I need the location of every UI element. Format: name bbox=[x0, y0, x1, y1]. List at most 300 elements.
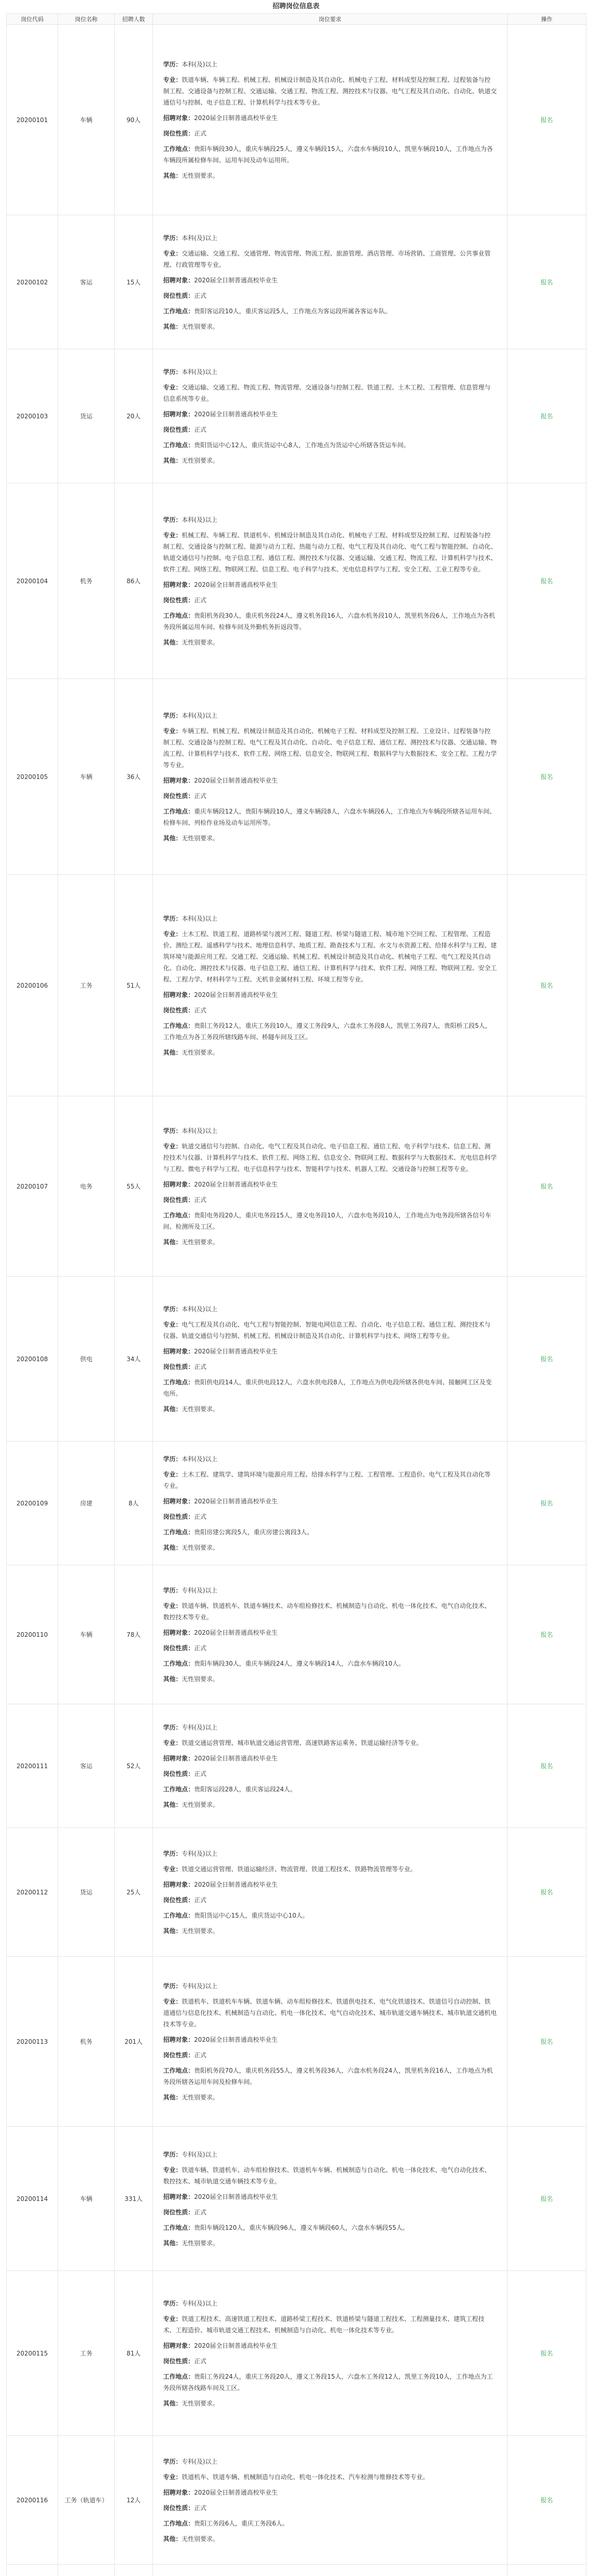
requirement-label: 岗位性质： bbox=[163, 2357, 195, 2365]
position-code: 20200108 bbox=[7, 1277, 58, 1442]
header-requirements: 岗位要求 bbox=[153, 14, 508, 25]
requirement-item bbox=[163, 2065, 497, 2088]
requirement-item bbox=[163, 725, 497, 771]
requirement-value: 贵阳电务段20人，重庆电务段15人，遵义电务段10人，六盘水电务段10人，工作地点为电务段所辖各信号车间、检测所及工区。 bbox=[163, 1211, 492, 1230]
requirement-item bbox=[163, 2164, 497, 2187]
requirement-item bbox=[163, 2298, 497, 2309]
requirement-item bbox=[163, 1848, 497, 1859]
table-header-row bbox=[7, 14, 586, 25]
headcount: 34人 bbox=[115, 1277, 153, 1442]
requirement-value: 2020届全日制普通高校毕业生 bbox=[194, 1754, 278, 1762]
requirement-item bbox=[163, 128, 497, 139]
apply-link[interactable]: 报名 bbox=[540, 116, 553, 124]
requirement-label: 招聘对象： bbox=[163, 991, 195, 998]
requirement-item bbox=[163, 1879, 497, 1890]
headcount: 25人 bbox=[115, 1828, 153, 1957]
requirement-value: 正式 bbox=[194, 1770, 207, 1777]
position-name: 车辆 bbox=[58, 25, 115, 215]
position-code: 20200107 bbox=[7, 1096, 58, 1277]
requirement-item bbox=[163, 610, 497, 633]
requirement-label: 岗位性质： bbox=[163, 1896, 195, 1904]
headcount: 20人 bbox=[115, 349, 153, 483]
requirement-value: 正式 bbox=[194, 2051, 207, 2059]
requirement-label: 学历： bbox=[163, 516, 182, 523]
position-code bbox=[7, 2565, 58, 2576]
requirement-value: 正式 bbox=[194, 292, 207, 299]
requirement-item bbox=[163, 248, 497, 270]
position-code: 20200104 bbox=[7, 483, 58, 679]
requirements-cell bbox=[153, 1957, 508, 2127]
requirement-label: 招聘对象： bbox=[163, 1180, 195, 1188]
requirement-item bbox=[163, 306, 497, 317]
requirement-value: 无性别要求。 bbox=[182, 638, 219, 646]
requirement-label: 专业： bbox=[163, 383, 182, 391]
requirement-item bbox=[163, 1047, 497, 1058]
requirement-item bbox=[163, 1585, 497, 1596]
requirement-value: 贵阳机务段70人，重庆机务段55人，遵义机务段36人，六盘水机务段24人，凯里机务段16人，工作地点为机务段所辖各运用车间及检修车间。 bbox=[163, 2066, 493, 2086]
requirement-value: 2020届全日制普通高校毕业生 bbox=[194, 1880, 278, 1888]
apply-link[interactable]: 报名 bbox=[540, 2195, 553, 2202]
page-title: 招聘岗位信息表 bbox=[272, 3, 320, 10]
headcount: 36人 bbox=[115, 679, 153, 875]
requirement-label: 其他： bbox=[163, 1544, 182, 1551]
requirement-label: 学历： bbox=[163, 2299, 182, 2307]
requirement-label: 工作地点： bbox=[163, 2519, 195, 2527]
apply-link[interactable]: 报名 bbox=[540, 773, 553, 781]
requirement-value: 贵阳车辆段30人，重庆车辆段24人，遵义车辆段14人，六盘水车辆段10人。 bbox=[194, 1659, 405, 1667]
position-name: 工务 bbox=[58, 875, 115, 1096]
requirement-item bbox=[163, 1319, 497, 1342]
requirement-value: 贵阳机务段30人，重庆机务段24人，遵义机务段16人，六盘水机务段10人，凯里机务段6人，工作地点为各机务段所属运用车间、检修车间及外勤机务折返段等。 bbox=[163, 612, 495, 631]
requirement-label: 岗位性质： bbox=[163, 129, 195, 137]
apply-link[interactable]: 报名 bbox=[540, 1889, 553, 1896]
requirement-item bbox=[163, 833, 497, 844]
requirement-value: 专科(及)以上 bbox=[182, 1850, 218, 1857]
headcount: 90人 bbox=[115, 25, 153, 215]
requirement-value: 专科(及)以上 bbox=[182, 2150, 218, 2158]
position-code: 20200114 bbox=[7, 2127, 58, 2271]
requirement-item bbox=[163, 2313, 497, 2336]
action-cell bbox=[508, 349, 586, 483]
position-name: 电务 bbox=[58, 1096, 115, 1277]
requirement-label: 学历： bbox=[163, 2458, 182, 2465]
requirement-label: 专业： bbox=[163, 531, 182, 539]
headcount: 52人 bbox=[115, 1704, 153, 1828]
requirement-item bbox=[163, 790, 497, 802]
action-cell bbox=[508, 2436, 586, 2565]
apply-link[interactable]: 报名 bbox=[540, 578, 553, 585]
table-row bbox=[7, 1957, 586, 2127]
requirement-label: 其他： bbox=[163, 456, 182, 464]
requirement-value: 2020届全日制普通高校毕业生 bbox=[194, 581, 278, 588]
table-body bbox=[7, 25, 586, 2576]
requirement-value: 2020届全日制普通高校毕业生 bbox=[194, 991, 278, 998]
requirement-value: 机械工程、车辆工程、铁道机车、机械设计制造及其自动化、机械电子工程、材料成型及控制工程、过程装备与控制工程、交通设备与控制工程、能源与动力工程、热能与动力工程、电气工程及其自动化、电气工程与智能控制、自动化、轨道交通信号与控制、电子信息工程、通信工程、测控技术与仪器、交通运输、交通工程、物流工程、计算机科学与技术、软件工程、网络工程、物联网工程、信息工程、电子科学与技术、光电信息科学与工程、安全工程、工业工程等专业。 bbox=[163, 531, 497, 573]
requirements-cell bbox=[153, 2271, 508, 2436]
requirement-label: 专业： bbox=[163, 1142, 182, 1150]
requirement-label: 其他： bbox=[163, 2535, 182, 2543]
requirement-item bbox=[163, 2092, 497, 2103]
requirement-value: 无性别要求。 bbox=[182, 1801, 219, 1808]
requirement-label: 招聘对象： bbox=[163, 2193, 195, 2200]
apply-link[interactable]: 报名 bbox=[540, 2038, 553, 2045]
requirement-label: 其他： bbox=[163, 638, 182, 646]
position-name: 房建 bbox=[58, 1442, 115, 1565]
requirement-label: 工作地点： bbox=[163, 612, 195, 619]
apply-link[interactable]: 报名 bbox=[540, 1500, 553, 1507]
requirement-label: 工作地点： bbox=[163, 307, 195, 315]
requirement-value: 铁道机车、铁道机车车辆、铁道车辆、动车组检修技术、铁道供电技术、电气化铁道技术、铁道信号自动控制、铁道通信与信息化技术、机械制造与自动化、机电一体化技术、电气自动化技术、城市轨道交通车辆技术、城市轨道交通机电技术等专业。 bbox=[163, 1997, 497, 2028]
requirement-value: 正式 bbox=[194, 596, 207, 604]
requirement-item bbox=[163, 382, 497, 404]
requirement-value: 本科(及)以上 bbox=[182, 60, 218, 68]
requirements-cell bbox=[153, 215, 508, 349]
requirement-item bbox=[163, 1980, 497, 1992]
requirements-cell bbox=[153, 679, 508, 875]
requirement-value: 重庆车辆段12人，贵阳车辆段10人，遵义车辆段8人，六盘水车辆段6人，工作地点为车辆段所辖各运用车间、检修车间、列检作业场及动车运用所等。 bbox=[163, 807, 496, 826]
apply-link[interactable]: 报名 bbox=[540, 413, 553, 420]
requirement-item bbox=[163, 232, 497, 244]
requirement-item bbox=[163, 1925, 497, 1937]
requirement-item bbox=[163, 1722, 497, 1733]
requirement-label: 学历： bbox=[163, 1723, 182, 1731]
requirement-value: 交通运输、交通工程、交通管理、物流管理、物流工程、旅游管理、酒店管理、市场营销、工商管理、公共事业管理、行政管理等专业。 bbox=[163, 249, 491, 268]
requirement-item bbox=[163, 2340, 497, 2351]
action-cell bbox=[508, 215, 586, 349]
requirement-item bbox=[163, 1361, 497, 1372]
requirement-label: 学历： bbox=[163, 914, 182, 922]
requirement-item bbox=[163, 1894, 497, 1906]
requirement-item bbox=[163, 112, 497, 124]
requirement-value: 贵阳工务段6人，重庆工务段6人。 bbox=[194, 2519, 289, 2527]
position-name: 机务 bbox=[58, 483, 115, 679]
table-row bbox=[7, 2127, 586, 2271]
requirement-value: 贵阳货运中心15人，重庆货运中心10人。 bbox=[194, 1911, 309, 1919]
requirement-value: 专科(及)以上 bbox=[182, 2299, 218, 2307]
requirement-item bbox=[163, 913, 497, 924]
requirement-value: 正式 bbox=[194, 1363, 207, 1370]
requirement-label: 岗位性质： bbox=[163, 792, 195, 800]
position-name: 客运 bbox=[58, 215, 115, 349]
requirement-item bbox=[163, 1627, 497, 1638]
requirement-item bbox=[163, 579, 497, 590]
requirement-item bbox=[163, 989, 497, 1001]
requirement-label: 学历： bbox=[163, 1850, 182, 1857]
requirement-item bbox=[163, 1179, 497, 1190]
requirement-label: 岗位性质： bbox=[163, 426, 195, 433]
requirement-item bbox=[163, 2502, 497, 2514]
apply-link[interactable]: 报名 bbox=[540, 279, 553, 286]
apply-link[interactable]: 报名 bbox=[540, 1762, 553, 1770]
requirement-value: 正式 bbox=[194, 1644, 207, 1652]
requirement-item bbox=[163, 1753, 497, 1764]
table-row bbox=[7, 349, 586, 483]
requirement-label: 其他： bbox=[163, 2093, 182, 2101]
requirement-item bbox=[163, 439, 497, 451]
requirement-value: 无性别要求。 bbox=[182, 2239, 219, 2247]
requirement-value: 电气工程及其自动化、电气工程与智能控制、智能电网信息工程、自动化、电子信息工程、通信工程、测控技术与仪器、轨道交通信号与控制、机械工程、机械设计制造及其自动化、计算机科学与技术、网络工程等专业。 bbox=[163, 1320, 491, 1340]
position-name: 供电 bbox=[58, 1277, 115, 1442]
requirement-item bbox=[163, 2398, 497, 2409]
action-cell bbox=[508, 1277, 586, 1442]
requirement-value: 铁道车辆、铁道机车、铁道车辆技术、动车组检修技术、机械制造与自动化、机电一体化技术、电气自动化技术、数控技术等专业。 bbox=[163, 1602, 491, 1621]
requirements-cell bbox=[153, 875, 508, 1096]
requirement-label: 专业： bbox=[163, 76, 182, 83]
requirement-item bbox=[163, 1737, 497, 1749]
requirement-item bbox=[163, 1125, 497, 1137]
requirement-label: 专业： bbox=[163, 1739, 182, 1747]
requirement-value: 正式 bbox=[194, 1896, 207, 1904]
header-action: 操作 bbox=[508, 14, 586, 25]
action-cell bbox=[508, 1565, 586, 1704]
requirement-item bbox=[163, 530, 497, 575]
requirements-cell bbox=[153, 1442, 508, 1565]
table-row bbox=[7, 1565, 586, 1704]
requirement-label: 工作地点： bbox=[163, 2224, 195, 2231]
requirement-label: 招聘对象： bbox=[163, 2036, 195, 2043]
requirement-label: 专业： bbox=[163, 2315, 182, 2323]
apply-link[interactable]: 报名 bbox=[540, 1631, 553, 1638]
action-cell bbox=[508, 1442, 586, 1565]
requirement-value: 正式 bbox=[194, 1006, 207, 1014]
requirements-cell bbox=[153, 349, 508, 483]
headcount: 55人 bbox=[115, 1096, 153, 1277]
requirement-label: 其他： bbox=[163, 2399, 182, 2407]
requirement-item bbox=[163, 1600, 497, 1623]
requirement-label: 专业： bbox=[163, 1470, 182, 1478]
requirement-value: 土木工程、铁道工程、道路桥梁与渡河工程、隧道工程、桥梁与隧道工程、城市地下空间工程、工程管理、工程造价、测绘工程、遥感科学与技术、地理信息科学、地质工程、勘查技术与工程、水文与水资源工程、给排水科学与工程、建筑环境与能源应用工程、交通工程、交通运输、机械工程、机械设计制造及其自动化、机械电子工程、电气工程及其自动化、自动化、测控技术与仪器、电子信息工程、通信工程、计算机科学与技术、软件工程、网络工程、物联网工程、安全工程、工程力学、材料科学与工程、无机非金属材料工程、环境工程等专业。 bbox=[163, 930, 497, 983]
requirement-item bbox=[163, 275, 497, 286]
requirement-label: 岗位性质： bbox=[163, 2504, 195, 2512]
requirement-item bbox=[163, 806, 497, 828]
requirement-item bbox=[163, 424, 497, 435]
requirement-value: 2020届全日制普通高校毕业生 bbox=[194, 410, 278, 418]
requirements-cell bbox=[153, 1828, 508, 1957]
position-name: 车辆 bbox=[58, 1565, 115, 1704]
requirement-label: 其他： bbox=[163, 1238, 182, 1246]
requirement-label: 学历： bbox=[163, 2150, 182, 2158]
requirement-item bbox=[163, 1658, 497, 1669]
requirement-label: 工作地点： bbox=[163, 807, 195, 815]
requirement-value: 本科(及)以上 bbox=[182, 1305, 218, 1313]
requirement-value: 贵阳工务段12人，重庆工务段10人，遵义工务段9人，六盘水工务段8人，凯里工务段7人，贵阳桥工段5人，工作地点为各工务段所辖线路车间、桥隧车间及工区。 bbox=[163, 1022, 492, 1041]
requirement-item bbox=[163, 74, 497, 108]
requirement-item bbox=[163, 366, 497, 378]
position-code: 20200115 bbox=[7, 2271, 58, 2436]
apply-link[interactable]: 报名 bbox=[540, 2497, 553, 2504]
table-row bbox=[7, 483, 586, 679]
table-row bbox=[7, 1442, 586, 1565]
requirement-value: 2020届全日制普通高校毕业生 bbox=[194, 1497, 278, 1505]
requirement-label: 工作地点： bbox=[163, 2066, 195, 2074]
header-headcount: 招聘人数 bbox=[115, 14, 153, 25]
requirement-label: 专业： bbox=[163, 249, 182, 257]
position-name: 货运 bbox=[58, 349, 115, 483]
requirement-item bbox=[163, 1210, 497, 1232]
requirement-item bbox=[163, 143, 497, 166]
action-cell bbox=[508, 1096, 586, 1277]
requirement-value: 无性别要求。 bbox=[182, 1405, 219, 1413]
position-name: 客运 bbox=[58, 1704, 115, 1828]
requirement-value: 无性别要求。 bbox=[182, 1927, 219, 1935]
requirement-item bbox=[163, 1303, 497, 1315]
requirement-value: 2020届全日制普通高校毕业生 bbox=[194, 1347, 278, 1355]
apply-link[interactable]: 报名 bbox=[540, 982, 553, 989]
requirement-label: 专业： bbox=[163, 2473, 182, 2481]
requirement-value: 无性别要求。 bbox=[182, 834, 219, 842]
apply-link[interactable]: 报名 bbox=[540, 2350, 553, 2357]
table-row bbox=[7, 1828, 586, 1957]
requirement-label: 岗位性质： bbox=[163, 1006, 195, 1014]
requirement-item bbox=[163, 1469, 497, 1492]
requirement-value: 无性别要求。 bbox=[182, 2399, 219, 2407]
requirement-label: 工作地点： bbox=[163, 2372, 195, 2380]
requirement-value: 专科(及)以上 bbox=[182, 1723, 218, 1731]
headcount: 201人 bbox=[115, 1957, 153, 2127]
requirement-label: 招聘对象： bbox=[163, 2488, 195, 2496]
requirement-item bbox=[163, 321, 497, 332]
requirement-item bbox=[163, 1511, 497, 1522]
requirement-label: 岗位性质： bbox=[163, 1513, 195, 1520]
requirement-value: 2020届全日制普通高校毕业生 bbox=[194, 2488, 278, 2496]
position-code: 20200116 bbox=[7, 2436, 58, 2565]
position-name: 工务 bbox=[58, 2271, 115, 2436]
requirement-label: 工作地点： bbox=[163, 1659, 195, 1667]
headcount: 81人 bbox=[115, 2271, 153, 2436]
headcount: 8人 bbox=[115, 1442, 153, 1565]
requirement-value: 专科(及)以上 bbox=[182, 1982, 218, 1990]
requirement-value: 铁道交通运营管理、铁道运输经济、物流管理、铁道工程技术、铁路物流管理等专业。 bbox=[182, 1865, 417, 1873]
requirement-item bbox=[163, 1020, 497, 1043]
requirement-value: 贵阳客运段28人，重庆客运段24人。 bbox=[194, 1785, 297, 1793]
requirement-label: 其他： bbox=[163, 1048, 182, 1056]
requirement-label: 招聘对象： bbox=[163, 1754, 195, 1762]
action-cell bbox=[508, 875, 586, 1096]
requirement-label: 岗位性质： bbox=[163, 1363, 195, 1370]
requirement-item bbox=[163, 455, 497, 466]
requirement-item bbox=[163, 1496, 497, 1507]
requirement-item bbox=[163, 2034, 497, 2045]
requirement-label: 岗位性质： bbox=[163, 292, 195, 299]
action-cell bbox=[508, 1828, 586, 1957]
requirements-cell bbox=[153, 1565, 508, 1704]
position-name: 机务 bbox=[58, 1957, 115, 2127]
requirement-label: 工作地点： bbox=[163, 145, 195, 152]
requirement-item bbox=[163, 409, 497, 420]
apply-link[interactable]: 报名 bbox=[540, 1355, 553, 1363]
requirements-cell bbox=[153, 2127, 508, 2271]
requirement-label: 学历： bbox=[163, 1305, 182, 1313]
table-row bbox=[7, 2271, 586, 2436]
requirement-label: 专业： bbox=[163, 1320, 182, 1328]
requirements-cell bbox=[153, 1704, 508, 1828]
requirement-value: 2020届全日制普通高校毕业生 bbox=[194, 776, 278, 784]
requirement-label: 招聘对象： bbox=[163, 276, 195, 284]
requirement-value: 贵阳供电段14人，重庆供电段12人，六盘水供电段8人，工作地点为供电段所辖各供电车间、接触网工区及变电所。 bbox=[163, 1378, 492, 1397]
requirement-label: 学历： bbox=[163, 1127, 182, 1134]
requirement-value: 2020届全日制普通高校毕业生 bbox=[194, 114, 278, 122]
requirement-value: 正式 bbox=[194, 129, 207, 137]
requirement-label: 学历： bbox=[163, 1982, 182, 1990]
requirement-value: 2020届全日制普通高校毕业生 bbox=[194, 1180, 278, 1188]
requirement-label: 学历： bbox=[163, 60, 182, 68]
action-cell bbox=[508, 2127, 586, 2271]
position-code: 20200111 bbox=[7, 1704, 58, 1828]
requirement-item bbox=[163, 2149, 497, 2160]
requirement-item bbox=[163, 59, 497, 70]
headcount: 12人 bbox=[115, 2436, 153, 2565]
position-code: 20200109 bbox=[7, 1442, 58, 1565]
requirement-label: 工作地点： bbox=[163, 1211, 195, 1219]
headcount: 51人 bbox=[115, 875, 153, 1096]
requirement-label: 其他： bbox=[163, 2239, 182, 2247]
requirement-value: 贵阳房建公寓段5人，重庆房建公寓段3人。 bbox=[194, 1528, 314, 1536]
requirement-value: 正式 bbox=[194, 2208, 207, 2216]
requirement-value: 无性别要求。 bbox=[182, 2093, 219, 2101]
requirement-value: 正式 bbox=[194, 1513, 207, 1520]
requirement-label: 其他： bbox=[163, 172, 182, 179]
requirement-item bbox=[163, 637, 497, 648]
requirement-value: 贵阳客运段10人，重庆客运段5人，工作地点为客运段所属各客运车队。 bbox=[194, 307, 391, 315]
headcount: 15人 bbox=[115, 215, 153, 349]
requirement-value: 本科(及)以上 bbox=[182, 234, 218, 242]
action-cell bbox=[508, 25, 586, 215]
requirement-value: 铁道工程技术、高速铁道工程技术、道路桥梁工程技术、铁道桥梁与隧道工程技术、工程测量技术、建筑工程技术、工程造价、城市轨道交通工程技术、机械制造与自动化、机电一体化技术等专业。 bbox=[163, 2315, 485, 2334]
requirement-label: 专业： bbox=[163, 1865, 182, 1873]
requirement-label: 招聘对象： bbox=[163, 2342, 195, 2349]
requirement-label: 专业： bbox=[163, 1602, 182, 1609]
position-name: 工务（轨道车） bbox=[58, 2436, 115, 2565]
requirement-item bbox=[163, 1194, 497, 1206]
requirement-value: 无性别要求。 bbox=[182, 1238, 219, 1246]
table-row bbox=[7, 875, 586, 1096]
requirement-item bbox=[163, 928, 497, 985]
requirement-label: 岗位性质： bbox=[163, 1770, 195, 1777]
requirement-item bbox=[163, 1642, 497, 1654]
positions-table bbox=[6, 13, 586, 2576]
requirement-label: 学历： bbox=[163, 368, 182, 376]
requirements-cell bbox=[153, 2436, 508, 2565]
position-code: 20200103 bbox=[7, 349, 58, 483]
apply-link[interactable]: 报名 bbox=[540, 1183, 553, 1190]
requirements-cell bbox=[153, 1096, 508, 1277]
requirement-value: 本科(及)以上 bbox=[182, 1455, 218, 1463]
requirement-label: 专业： bbox=[163, 1997, 182, 2005]
requirement-item bbox=[163, 2207, 497, 2218]
requirement-item bbox=[163, 1453, 497, 1465]
requirement-value: 无性别要求。 bbox=[182, 1675, 219, 1683]
requirements-cell bbox=[153, 2565, 508, 2576]
requirement-item bbox=[163, 2191, 497, 2202]
requirement-label: 岗位性质： bbox=[163, 1196, 195, 1204]
table-row bbox=[7, 2565, 586, 2576]
requirement-item bbox=[163, 2049, 497, 2061]
requirement-label: 工作地点： bbox=[163, 1378, 195, 1386]
requirement-item bbox=[163, 1403, 497, 1415]
requirement-label: 工作地点： bbox=[163, 1022, 195, 1029]
requirement-value: 正式 bbox=[194, 426, 207, 433]
requirement-value: 本科(及)以上 bbox=[182, 711, 218, 719]
requirement-item bbox=[163, 1527, 497, 1538]
requirement-label: 招聘对象： bbox=[163, 581, 195, 588]
requirement-item bbox=[163, 710, 497, 721]
requirement-label: 专业： bbox=[163, 727, 182, 735]
requirement-label: 招聘对象： bbox=[163, 1347, 195, 1355]
headcount: 86人 bbox=[115, 483, 153, 679]
requirement-label: 工作地点： bbox=[163, 441, 195, 449]
requirement-value: 铁道车辆、铁道机车、动车组检修技术、铁道机车车辆、机械制造与自动化、机电一体化技术、电气自动化技术、数控技术、城市轨道交通车辆技术等专业。 bbox=[163, 2166, 491, 2185]
action-cell bbox=[508, 483, 586, 679]
